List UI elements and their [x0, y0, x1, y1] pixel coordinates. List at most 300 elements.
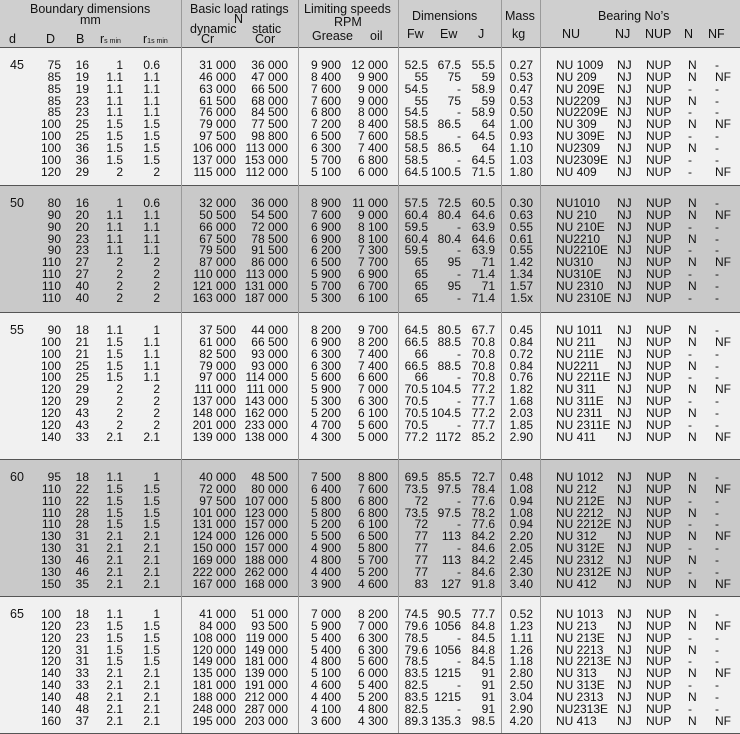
cell-nu: NU 2312: [556, 552, 604, 567]
cell-fw: 66: [414, 370, 428, 385]
cell-mass: 2.90: [509, 429, 533, 444]
cell-nu: NU2209E: [556, 105, 609, 120]
cell-B: 18: [75, 470, 89, 484]
cell-nj: NJ: [617, 470, 632, 484]
cell-nj: NJ: [617, 267, 632, 282]
table-header: [0, 0, 740, 48]
cell-rs: 1.1: [106, 323, 123, 337]
cell-j: 67.7: [471, 323, 495, 337]
cell-n: -: [688, 81, 692, 96]
table-row: [0, 691, 740, 703]
cell-n: -: [688, 630, 692, 645]
cell-nf: -: [715, 678, 719, 693]
cell-grease: 6 900: [310, 334, 341, 349]
cell-nj: NJ: [617, 394, 632, 409]
cell-cor: 114 000: [245, 370, 288, 385]
cell-nup: NUP: [646, 105, 672, 120]
cell-r1s: 1.1: [143, 93, 160, 108]
cell-ew: 127: [440, 576, 461, 591]
cell-grease: 4 600: [310, 678, 341, 693]
cell-cor: 126 000: [244, 529, 288, 544]
cell-nu: NU2313E: [556, 701, 609, 716]
cell-cor: 48 500: [251, 470, 288, 484]
cell-oil: 8 000: [357, 105, 388, 120]
cell-ew: -: [457, 394, 461, 409]
cell-grease: 5 300: [310, 290, 341, 305]
cell-j: 64.6: [471, 207, 495, 222]
cell-oil: 7 600: [357, 481, 388, 496]
cell-nup: NUP: [646, 630, 672, 645]
cell-n: N: [688, 666, 697, 681]
cell-grease: 5 100: [310, 666, 341, 681]
cell-grease: 3 900: [310, 576, 341, 591]
cell-nu: NU 209E: [556, 81, 605, 96]
cell-nup: NUP: [646, 517, 672, 532]
cell-nup: NUP: [646, 164, 672, 179]
cell-n: -: [688, 394, 692, 409]
bore-diameter: 55: [10, 323, 24, 337]
b-nj: NJ: [615, 27, 631, 41]
cell-D: 110: [41, 493, 61, 508]
cell-nf: -: [715, 701, 719, 716]
cell-rs: 1.1: [106, 105, 123, 120]
table-row: [0, 471, 740, 483]
cell-cr: 40 000: [199, 470, 236, 484]
cell-n: -: [688, 493, 692, 508]
cell-r1s: 1.1: [143, 219, 160, 234]
cell-grease: 6 900: [310, 231, 341, 246]
cell-mass: 0.84: [509, 334, 533, 349]
cell-nu: NU 212: [556, 481, 597, 496]
cell-grease: 6 300: [310, 358, 341, 373]
cell-j: 71.4: [471, 267, 495, 282]
cell-grease: 5 400: [310, 642, 341, 657]
cell-ew: 1215: [434, 689, 461, 704]
cell-B: 37: [75, 713, 89, 728]
cell-rs: 2: [116, 405, 123, 420]
cell-nf: -: [715, 552, 719, 567]
cell-fw: 64.5: [404, 164, 428, 179]
cell-n: N: [688, 429, 697, 444]
cell-D: 90: [47, 219, 61, 234]
cell-r1s: 2: [153, 405, 160, 420]
cell-nu: NU2309E: [556, 152, 609, 167]
column-divider: [181, 0, 182, 733]
cell-n: N: [688, 196, 697, 210]
cell-j: 63.9: [471, 243, 495, 258]
cell-rs: 2.1: [106, 689, 123, 704]
cell-rs: 1.1: [106, 93, 123, 108]
cell-grease: 3 600: [310, 713, 341, 728]
speed-oil: oil: [370, 29, 383, 43]
table-row: [0, 578, 740, 590]
cell-D: 120: [40, 618, 61, 633]
cell-nf: NF: [715, 117, 731, 132]
cell-mass: 0.45: [509, 323, 533, 337]
cell-cor: 36 000: [251, 58, 288, 72]
cell-nf: -: [715, 470, 719, 484]
cell-nu: NU 311E: [556, 394, 604, 409]
cell-D: 130: [40, 541, 61, 556]
cell-cor: 80 000: [251, 481, 288, 496]
table-row: [0, 703, 740, 715]
table-row: [0, 632, 740, 644]
cell-B: 33: [75, 678, 89, 693]
cell-r1s: 1: [153, 323, 160, 337]
table-row: [0, 431, 740, 443]
cell-B: 20: [75, 207, 89, 222]
cell-cor: 51 000: [251, 607, 288, 621]
cell-nf: -: [715, 267, 719, 282]
cell-r1s: 1.5: [143, 152, 160, 167]
cell-r1s: 2.1: [143, 541, 160, 556]
cell-nf: -: [715, 689, 719, 704]
cell-r1s: 1.5: [143, 642, 160, 657]
cell-mass: 1.00: [509, 117, 533, 132]
cell-B: 29: [75, 164, 89, 179]
cell-mass: 1.57: [509, 278, 533, 293]
cell-n: N: [688, 505, 697, 520]
cell-mass: 0.47: [509, 81, 533, 96]
cell-r1s: 1.5: [143, 505, 160, 520]
cell-n: N: [688, 713, 697, 728]
cell-r1s: 1.5: [143, 618, 160, 633]
cell-n: N: [688, 607, 697, 621]
cell-n: -: [688, 346, 692, 361]
speed-title: Limiting speeds: [304, 2, 391, 16]
cell-D: 110: [41, 481, 61, 496]
col-D: D: [46, 32, 56, 46]
cell-cor: 36 000: [251, 196, 288, 210]
cell-nup: NUP: [646, 346, 672, 361]
cell-D: 100: [40, 607, 61, 621]
cell-nj: NJ: [617, 654, 632, 669]
cell-nj: NJ: [617, 290, 632, 305]
cell-cr: 79 500: [199, 243, 236, 258]
cell-cor: 138 000: [244, 429, 288, 444]
cell-cor: 93 500: [251, 618, 288, 633]
cell-rs: 2: [116, 394, 123, 409]
cell-nup: NUP: [646, 81, 672, 96]
cell-cr: 67 500: [199, 231, 236, 246]
cell-B: 16: [75, 58, 89, 72]
cell-D: 150: [40, 576, 61, 591]
table-row: [0, 324, 740, 336]
cell-nj: NJ: [617, 405, 632, 420]
cell-D: 130: [40, 564, 61, 579]
cell-j: 78.2: [471, 505, 495, 520]
cell-n: N: [688, 552, 697, 567]
cell-B: 27: [75, 267, 89, 282]
cell-nj: NJ: [617, 370, 632, 385]
cell-cr: 135 000: [192, 666, 236, 681]
cell-j: 72.7: [471, 470, 495, 484]
cell-oil: 7 000: [357, 618, 388, 633]
cell-r1s: 2: [153, 278, 160, 293]
cell-cr: 72 000: [199, 481, 236, 496]
cell-oil: 8 800: [357, 470, 388, 484]
cell-n: N: [688, 278, 697, 293]
cell-D: 140: [40, 689, 61, 704]
cell-n: -: [688, 564, 692, 579]
cell-nu: NU 2213: [556, 642, 604, 657]
cell-rs: 1.5: [106, 505, 123, 520]
cell-cr: 150 000: [192, 541, 236, 556]
cell-n: N: [688, 207, 697, 222]
cell-nj: NJ: [617, 196, 632, 210]
cell-cor: 262 000: [244, 564, 288, 579]
cell-cr: 50 500: [199, 207, 236, 222]
cell-j: 59: [481, 69, 495, 84]
cell-nup: NUP: [646, 678, 672, 693]
cell-ew: -: [457, 701, 461, 716]
cell-j: 55.5: [471, 58, 495, 72]
cell-rs: 1.1: [106, 81, 123, 96]
cell-nf: -: [715, 517, 719, 532]
speed-unit: RPM: [334, 15, 362, 29]
cell-mass: 1.11: [510, 630, 533, 645]
cell-j: 91: [481, 689, 495, 704]
cell-D: 110: [41, 505, 61, 520]
cell-nu: NU 312E: [556, 541, 605, 556]
cell-mass: 1.18: [509, 654, 533, 669]
cell-D: 90: [47, 207, 61, 222]
cell-fw: 70.5: [404, 405, 428, 420]
column-divider: [540, 0, 541, 733]
cell-ew: -: [457, 243, 461, 258]
cell-j: 58.9: [471, 105, 495, 120]
cell-D: 90: [47, 243, 61, 258]
col-rs: rs min: [100, 32, 121, 46]
cell-mass: 0.94: [509, 493, 533, 508]
cell-fw: 72: [414, 517, 428, 532]
cell-grease: 6 300: [310, 140, 341, 155]
cell-cor: 168 000: [244, 576, 288, 591]
cell-mass: 1.42: [509, 255, 533, 270]
cell-cr: 137 000: [192, 394, 236, 409]
cell-nf: NF: [715, 69, 731, 84]
cell-fw: 52.5: [404, 58, 428, 72]
cell-nf: NF: [715, 481, 731, 496]
cell-ew: 80.4: [437, 207, 461, 222]
cell-oil: 7 700: [357, 255, 388, 270]
cell-cor: 113 000: [245, 140, 288, 155]
cell-grease: 5 500: [310, 529, 341, 544]
cell-cr: 188 000: [192, 689, 236, 704]
cell-mass: 0.53: [509, 69, 533, 84]
cell-rs: 1: [116, 196, 123, 210]
table-row: [0, 166, 740, 178]
cell-oil: 8 100: [357, 231, 388, 246]
cell-mass: 3.04: [509, 689, 533, 704]
cell-r1s: 1.5: [143, 481, 160, 496]
cell-B: 22: [75, 493, 89, 508]
cell-j: 84.2: [471, 529, 495, 544]
cell-cor: 162 000: [244, 405, 288, 420]
cell-cr: 76 000: [199, 105, 236, 120]
cell-nup: NUP: [646, 405, 672, 420]
cell-D: 90: [47, 323, 61, 337]
cell-nj: NJ: [617, 358, 632, 373]
cell-r1s: 2: [153, 394, 160, 409]
cell-fw: 69.5: [404, 470, 428, 484]
cell-fw: 70.5: [404, 382, 428, 397]
cell-nu: NU310: [556, 255, 594, 270]
cell-oil: 6 100: [357, 290, 388, 305]
cell-fw: 58.5: [404, 129, 428, 144]
cell-fw: 57.5: [404, 196, 428, 210]
cell-n: N: [688, 642, 697, 657]
cell-grease: 4 100: [310, 701, 341, 716]
table-row: [0, 197, 740, 209]
cell-nf: -: [715, 394, 719, 409]
cell-nf: NF: [715, 207, 731, 222]
cell-oil: 12 000: [351, 58, 388, 72]
cell-nf: NF: [715, 164, 731, 179]
cell-n: N: [688, 334, 697, 349]
cell-grease: 9 900: [310, 58, 341, 72]
cell-B: 36: [75, 140, 89, 155]
cell-r1s: 1.1: [143, 69, 160, 84]
cell-j: 77.7: [471, 607, 495, 621]
cell-D: 100: [40, 140, 61, 155]
cell-n: -: [688, 678, 692, 693]
cell-nup: NUP: [646, 564, 672, 579]
cell-cor: 123 000: [244, 505, 288, 520]
cell-r1s: 1: [153, 607, 160, 621]
cell-ew: -: [457, 678, 461, 693]
cell-r1s: 2.1: [143, 689, 160, 704]
cell-nj: NJ: [617, 666, 632, 681]
cell-ew: -: [457, 541, 461, 556]
cell-j: 77.2: [471, 405, 495, 420]
cell-nup: NUP: [646, 93, 672, 108]
cell-rs: 2.1: [106, 576, 123, 591]
cell-r1s: 2.1: [143, 552, 160, 567]
cell-nj: NJ: [617, 152, 632, 167]
column-divider: [298, 0, 299, 733]
cell-nj: NJ: [617, 618, 632, 633]
cell-mass: 0.55: [509, 243, 533, 258]
cell-oil: 6 800: [357, 493, 388, 508]
bore-group-60: [0, 460, 740, 597]
cell-nup: NUP: [646, 713, 672, 728]
cell-grease: 4 800: [310, 654, 341, 669]
cell-j: 77.2: [471, 382, 495, 397]
cell-nj: NJ: [617, 642, 632, 657]
cell-nf: NF: [715, 618, 731, 633]
cell-ew: -: [457, 129, 461, 144]
cell-j: 91: [481, 678, 495, 693]
cell-rs: 1: [116, 58, 123, 72]
cell-nup: NUP: [646, 323, 672, 337]
cell-cor: 187 000: [244, 290, 288, 305]
cell-mass: 0.48: [509, 470, 533, 484]
cell-B: 40: [75, 278, 89, 293]
cell-D: 90: [47, 231, 61, 246]
table-row: [0, 336, 740, 348]
cell-nf: -: [715, 231, 719, 246]
cell-nj: NJ: [617, 129, 632, 144]
cell-r1s: 1.1: [143, 370, 160, 385]
dim-fw: Fw: [407, 27, 424, 41]
cell-D: 120: [40, 654, 61, 669]
cell-cr: 169 000: [192, 552, 236, 567]
cell-B: 43: [75, 417, 89, 432]
cell-n: -: [688, 164, 692, 179]
cell-ew: -: [457, 493, 461, 508]
cell-r1s: 2.1: [143, 564, 160, 579]
cell-grease: 6 400: [310, 481, 341, 496]
cell-D: 140: [40, 701, 61, 716]
cell-rs: 2: [116, 255, 123, 270]
cell-nj: NJ: [617, 231, 632, 246]
cell-j: 91.8: [471, 576, 495, 591]
cell-nu: NU 312: [556, 529, 597, 544]
cell-n: -: [688, 517, 692, 532]
cell-fw: 73.5: [404, 505, 428, 520]
cell-nf: NF: [715, 713, 731, 728]
cell-fw: 66.5: [404, 358, 428, 373]
cell-n: N: [688, 231, 697, 246]
cell-fw: 58.5: [404, 117, 428, 132]
cell-cr: 106 000: [192, 140, 236, 155]
cell-nf: -: [715, 58, 719, 72]
cell-D: 100: [40, 117, 61, 132]
cell-cr: 131 000: [192, 517, 236, 532]
cell-oil: 9 700: [357, 323, 388, 337]
cell-D: 130: [40, 552, 61, 567]
cell-cor: 157 000: [244, 541, 288, 556]
cell-mass: 3.40: [509, 576, 533, 591]
cell-nu: NU2211: [556, 358, 600, 373]
cell-ew: 75: [447, 93, 461, 108]
cell-B: 23: [75, 93, 89, 108]
cell-nf: -: [715, 417, 719, 432]
cell-nu: NU 1011: [556, 323, 603, 337]
column-divider: [501, 0, 502, 733]
table-row: [0, 209, 740, 221]
cell-fw: 77.2: [404, 429, 428, 444]
cell-D: 110: [41, 267, 61, 282]
cell-j: 71.5: [471, 164, 495, 179]
cell-fw: 65: [414, 290, 428, 305]
cell-nj: NJ: [617, 493, 632, 508]
cell-oil: 7 400: [357, 140, 388, 155]
cell-nj: NJ: [617, 576, 632, 591]
cell-B: 31: [75, 642, 89, 657]
cell-j: 60.5: [471, 196, 495, 210]
bore-diameter: 60: [10, 470, 24, 484]
cell-nup: NUP: [646, 618, 672, 633]
cell-r1s: 2.1: [143, 529, 160, 544]
cell-nup: NUP: [646, 689, 672, 704]
cell-oil: 5 400: [357, 678, 388, 693]
cell-oil: 8 200: [357, 334, 388, 349]
cell-cor: 203 000: [244, 713, 288, 728]
cell-cr: 32 000: [199, 196, 236, 210]
cell-D: 120: [40, 405, 61, 420]
b-nup: NUP: [645, 27, 672, 41]
cell-cor: 143 000: [244, 394, 288, 409]
cell-j: 70.8: [471, 346, 495, 361]
cell-oil: 7 000: [357, 382, 388, 397]
cell-r1s: 2.1: [143, 666, 160, 681]
cell-r1s: 2: [153, 290, 160, 305]
cell-grease: 5 800: [310, 493, 341, 508]
cell-fw: 54.5: [404, 81, 428, 96]
boundary-unit: mm: [80, 13, 101, 27]
